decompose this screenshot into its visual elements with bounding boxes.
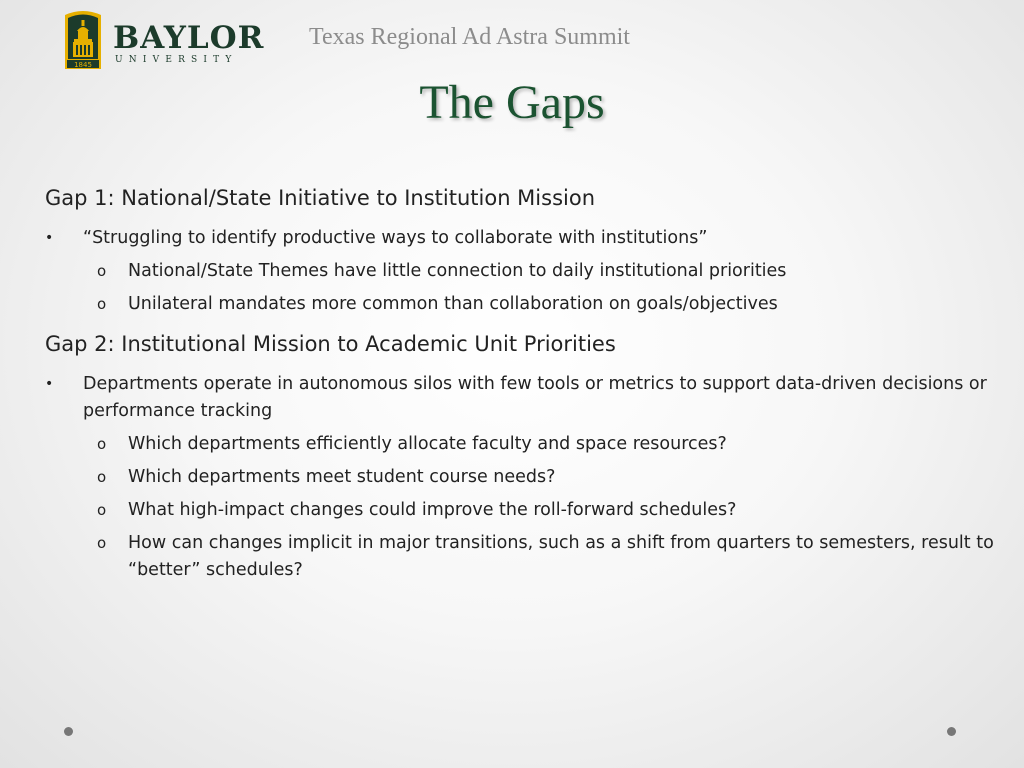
- corner-dot-left: [64, 727, 73, 736]
- gap-section: [45, 186, 1005, 318]
- subbullet-icon: o: [97, 435, 107, 454]
- bullet-icon: •: [45, 376, 54, 393]
- corner-dot-right: [947, 727, 956, 736]
- baylor-shield-icon: [63, 9, 103, 71]
- baylor-logo: [63, 9, 263, 71]
- logo-wordmark: BAYLOR: [113, 20, 265, 56]
- subbullet-text: Unilateral mandates more common than collaboration on goals/objectives: [128, 294, 778, 315]
- logo-year: 1845: [74, 61, 92, 69]
- subbullet-item: [45, 431, 1005, 458]
- subbullet-item: [45, 291, 1005, 318]
- subbullet-item: [45, 497, 1005, 524]
- subbullet-text: National/State Themes have little connection to daily institutional priorities: [128, 261, 787, 282]
- subbullet-text: What high-impact changes could improve the roll-forward schedules?: [128, 500, 737, 521]
- subbullet-text: Which departments meet student course needs?: [128, 467, 556, 488]
- subbullet-icon: o: [97, 262, 107, 281]
- bullet-icon: •: [45, 230, 54, 247]
- bullet-item: [45, 225, 1005, 252]
- slide-title: The Gaps: [419, 76, 605, 129]
- slide-content: [45, 186, 1005, 584]
- bullet-item: [45, 371, 1005, 425]
- gap-section: [45, 332, 1005, 584]
- subbullet-item: [45, 464, 1005, 491]
- subbullet-item: [45, 530, 1005, 584]
- section-heading: Gap 1: National/State Initiative to Institution Mission: [45, 186, 596, 210]
- event-title: Texas Regional Ad Astra Summit: [309, 24, 630, 50]
- subbullet-text: Which departments efficiently allocate faculty and space resources?: [128, 434, 727, 455]
- subbullet-icon: o: [97, 295, 107, 314]
- subbullet-icon: o: [97, 468, 107, 487]
- logo-subtext: UNIVERSITY: [115, 55, 238, 65]
- subbullet-icon: o: [97, 534, 107, 553]
- subbullet-icon: o: [97, 501, 107, 520]
- subbullet-text: How can changes implicit in major transitions, such as a shift from quarters to semesters, result to “better” schedules?: [128, 533, 994, 581]
- bullet-text: Departments operate in autonomous silos with few tools or metrics to support data-driven decisions or performance tracking: [83, 374, 987, 422]
- subbullet-item: [45, 258, 1005, 285]
- bullet-text: “Struggling to identify productive ways to collaborate with institutions”: [83, 228, 708, 249]
- section-heading: Gap 2: Institutional Mission to Academic Unit Priorities: [45, 332, 616, 357]
